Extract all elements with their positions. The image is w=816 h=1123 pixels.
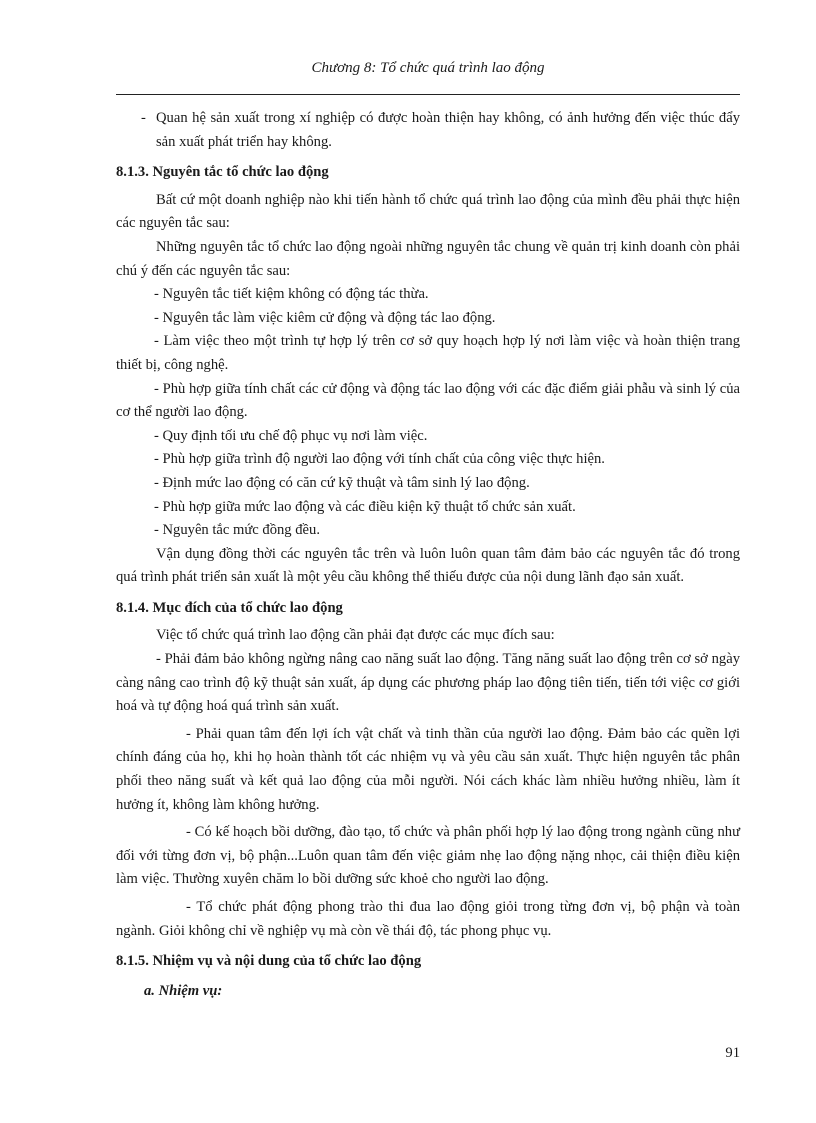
principle-item: - Nguyên tắc làm việc kiêm cử động và động tác lao động. [154, 309, 496, 326]
section-heading-8-1-5: 8.1.5. Nhiệm vụ và nội dung của tổ chức lao động [116, 953, 422, 970]
sub-heading: a. Nhiệm vụ: [144, 982, 223, 999]
page-body [116, 107, 740, 1003]
intro-dash-text: Quan hệ sản xuất trong xí nghiệp có được hoàn thiện hay không, có ảnh hưởng đến việc thúc đẩy sản xuất phát triển hay không. [156, 110, 740, 150]
purpose-item: - Phải quan tâm đến lợi ích vật chất và tinh thần của người lao động. Đảm bảo các quền lợi chính đáng của họ, khi họ hoàn thành tốt các nhiệm vụ và yêu cầu sản xuất. Thực hiện nguyên tắc phân phối theo năng suất và kết quả lao động của mỗi người. Nói cách khác làm nhiều hưởng nhiều, làm ít hưởng ít, không làm không hưởng. [116, 725, 740, 813]
purpose-item: - Có kế hoạch bồi dưỡng, đào tạo, tổ chức và phân phối hợp lý lao động trong ngành cũng như đối với từng đơn vị, bộ phận...Luôn quan tâm đến việc giảm nhẹ lao động nặng nhọc, cải thiện điều kiện làm việc. Thường xuyên chăm lo bồi dưỡng sức khoẻ cho người lao động. [116, 824, 740, 888]
paragraph: Những nguyên tắc tổ chức lao động ngoài những nguyên tắc chung về quản trị kinh doanh còn phải chú ý đến các nguyên tắc sau: [116, 238, 740, 279]
dash-marker: - [141, 110, 146, 126]
section-heading-8-1-4: 8.1.4. Mục đích của tổ chức lao động [116, 599, 343, 616]
header-rule [116, 94, 740, 95]
principle-item: - Phù hợp giữa tính chất các cử động và động tác lao động với các đặc điểm giải phẫu và sinh lý của cơ thể người lao động. [116, 380, 740, 421]
purpose-item: - Phải đảm bảo không ngừng nâng cao năng suất lao động. Tăng năng suất lao động trên cơ sở ngày càng nâng cao trình độ kỹ thuật sản xuất, áp dụng các phương pháp lao động tiên tiến, tiến tới việc cơ giới hoá và tự động hoá quá trình sản xuất. [116, 651, 740, 715]
principle-item: - Nguyên tắc mức đồng đều. [154, 522, 320, 539]
paragraph: Bất cứ một doanh nghiệp nào khi tiến hành tổ chức quá trình lao động của mình đều phải thực hiện các nguyên tắc sau: [116, 191, 740, 232]
section-heading-8-1-3: 8.1.3. Nguyên tắc tổ chức lao động [116, 164, 329, 181]
principle-item: - Làm việc theo một trình tự hợp lý trên cơ sở quy hoạch hợp lý nơi làm việc và hoàn thiện trang thiết bị, công nghệ. [116, 333, 740, 373]
intro-dash-item [116, 107, 740, 154]
principle-item: - Nguyên tắc tiết kiệm không có động tác thừa. [154, 286, 429, 303]
principle-item: - Phù hợp giữa mức lao động và các điều kiện kỹ thuật tổ chức sản xuất. [154, 498, 576, 515]
principle-item: - Định mức lao động có căn cứ kỹ thuật và tâm sinh lý lao động. [154, 474, 530, 491]
running-header: Chương 8: Tổ chức quá trình lao động [311, 60, 545, 76]
principle-item: - Phù hợp giữa trình độ người lao động với tính chất của công việc thực hiện. [154, 451, 605, 468]
paragraph: Việc tổ chức quá trình lao động cần phải đạt được các mục đích sau: [156, 627, 555, 644]
purpose-item: - Tổ chức phát động phong trào thi đua lao động giỏi trong từng đơn vị, bộ phận và toàn ngành. Giỏi không chỉ về nghiệp vụ mà còn về thái độ, tác phong phục vụ. [116, 899, 740, 939]
page-number: 91 [725, 1045, 740, 1061]
principle-item: - Quy định tối ưu chế độ phục vụ nơi làm việc. [154, 427, 428, 444]
paragraph: Vận dụng đồng thời các nguyên tắc trên và luôn luôn quan tâm đảm bảo các nguyên tắc đó trong quá trình phát triển sản xuất là một yêu cầu không thể thiếu được của nội dung lãnh đạo sản xuất. [116, 545, 740, 586]
